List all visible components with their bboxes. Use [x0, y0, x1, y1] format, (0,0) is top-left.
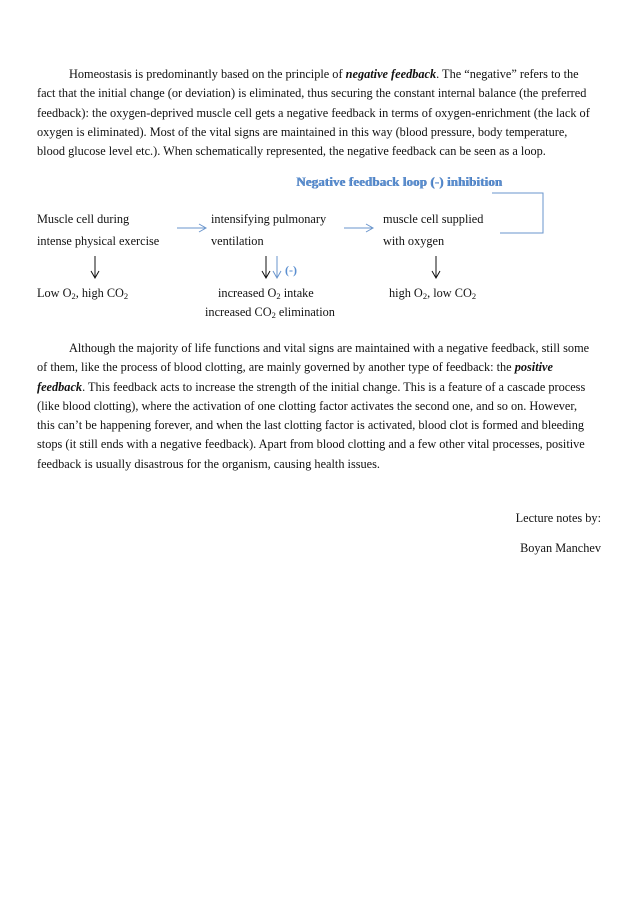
- outcome-1: Low O2, high CO2: [37, 286, 129, 301]
- outcome-2a: increased O2 intake: [218, 286, 314, 301]
- positive-feedback-term: positive feedback: [37, 360, 553, 394]
- signature-label: Lecture notes by:: [515, 511, 601, 525]
- box1-line2: intense physical exercise: [37, 234, 160, 248]
- right-arrow-2: [343, 222, 375, 234]
- minus-mark: (-): [285, 263, 297, 277]
- box1-line1: Muscle cell during: [37, 212, 130, 226]
- box2-line2: ventilation: [211, 234, 264, 248]
- feedback-loop-line: [490, 185, 550, 240]
- box3-line2: with oxygen: [383, 234, 445, 248]
- right-arrow-1: [176, 222, 208, 234]
- down-arrow-1: [89, 255, 101, 281]
- down-arrow-3: [271, 255, 283, 281]
- box2-line1: intensifying pulmonary: [211, 212, 327, 226]
- signature-author: Boyan Manchev: [520, 541, 601, 555]
- outcome-2b: increased CO2 elimination: [205, 305, 335, 320]
- diagram-title: Negative feedback loop (-) inhibition: [296, 174, 502, 189]
- intro-paragraph: Homeostasis is predominantly based on the principle of negative feedback. The “negative” refers to the fact that the initial change (or deviation) is eliminated, thus securing the constant internal balance (the preferred feedback): the oxygen-deprived muscle cell gets a negative feedback in terms of oxygen-enrichment (the lack of oxygen is eliminated). Most of the vital signs are maintained in this way (blood pressure, body temperature, blood glucose level etc.). When schematically represented, the negative feedback can be seen as a loop.: [37, 67, 590, 159]
- negative-feedback-term: negative feedback: [345, 67, 437, 81]
- positive-feedback-paragraph: Although the majority of life functions and vital signs are maintained with a negative feedback, still some of them, like the process of blood clotting, are mainly governed by another type of feedback: the positive feedback. This feedback acts to increase the strength of the initial change. This is a feature of a cascade process (like blood clotting), where the activation of one clotting factor activates the second one, and so on. However, this can’t be happening forever, and when the last clotting factor is activated, blood clot is formed and bleeding stops (it still ends with a negative feedback). Apart from blood clotting and a few other vital processes, positive feedback is usually disastrous for the organism, causing health issues.: [37, 341, 590, 471]
- outcome-3: high O2, low CO2: [389, 286, 477, 301]
- down-arrow-4: [430, 255, 442, 281]
- box3-line1: muscle cell supplied: [383, 212, 484, 226]
